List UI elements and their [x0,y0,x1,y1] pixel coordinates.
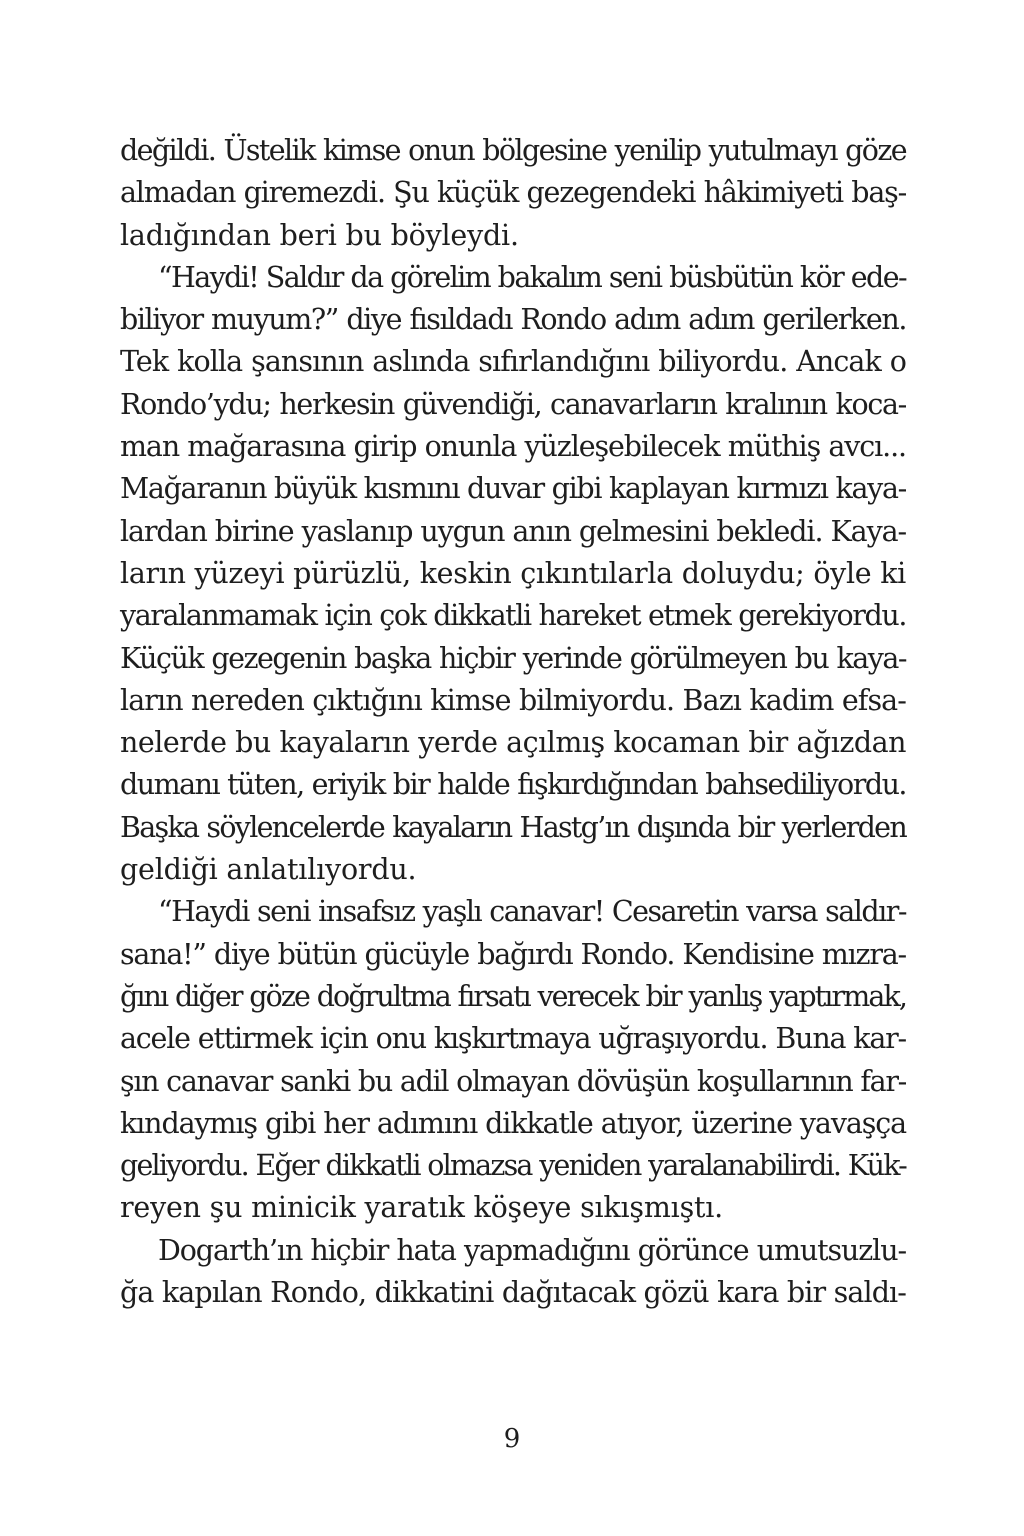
text-line: yaralanmamak için çok dikkatli hareket etmek gerekiyordu. [120,599,906,633]
text-line: Dogarth’ın hiçbir hata yapmadığını görünce umutsuzlu- [158,1233,906,1267]
text-line: Küçük gezegenin başka hiçbir yerinde görülmeyen bu kaya- [120,641,906,675]
text-line: man mağarasına girip onunla yüzleşebilecek müthiş avcı... [120,430,906,464]
text-line: sana!” diye bütün gücüyle bağırdı Rondo. Kendisine mızra- [120,937,906,971]
text-line: Başka söylencelerde kayaların Hastg’ın dışında bir yerlerden [120,810,906,844]
text-line: Mağaranın büyük kısmını duvar gibi kaplayan kırmızı kaya- [120,472,906,506]
text-line: geliyordu. Eğer dikkatli olmazsa yeniden yaralanabilirdi. Kük- [120,1149,906,1183]
text-line: şın canavar sanki bu adil olmayan dövüşün koşullarının far- [120,1064,906,1098]
text-line: ğını diğer göze doğrultma fırsatı verecek bir yanlış yaptırmak, [120,979,906,1013]
text-line: biliyor muyum?” diye fısıldadı Rondo adım adım gerilerken. [120,303,906,337]
text-line: ların nereden çıktığını kimse bilmiyordu. Bazı kadim efsa- [120,683,906,717]
text-line: acele ettirmek için onu kışkırtmaya uğraşıyordu. Buna kar- [120,1022,906,1056]
text-line: lardan birine yaslanıp uygun anın gelmesini bekledi. Kaya- [120,514,906,548]
text-line: değildi. Üstelik kimse onun bölgesine yenilip yutulmayı göze [120,134,906,167]
text-line: dumanı tüten, eriyik bir halde fışkırdığından bahsediliyordu. [120,768,906,802]
text-line: Rondo’ydu; herkesin güvendiği, canavarların kralının koca- [120,387,906,421]
text-line: “Haydi seni insafsız yaşlı canavar! Cesaretin varsa saldır- [158,895,906,929]
text-line: kındaymış gibi her adımını dikkatle atıyor, üzerine yavaşça [120,1106,906,1140]
text-line: almadan giremezdi. Şu küçük gezegendeki hâkimiyeti baş- [120,176,906,210]
text-line: ğa kapılan Rondo, dikkatini dağıtacak gözü kara bir saldı- [120,1276,906,1310]
text-line: ların yüzeyi pürüzlü, keskin çıkıntılarla doluydu; öyle ki [120,556,906,590]
page-number: 9 [503,1424,521,1454]
text-line: geldiği anlatılıyordu. [120,853,417,887]
text-line: “Haydi! Saldır da görelim bakalım seni büsbütün kör ede- [158,260,906,294]
body-text [120,130,906,1314]
text-line: nelerde bu kayaların yerde açılmış kocaman bir ağızdan [120,726,906,760]
text-line: reyen şu minicik yaratık köşeye sıkışmıştı. [120,1191,724,1225]
text-line: ladığından beri bu böyleydi. [120,218,519,252]
text-line: Tek kolla şansının aslında sıfırlandığını biliyordu. Ancak o [120,345,906,379]
